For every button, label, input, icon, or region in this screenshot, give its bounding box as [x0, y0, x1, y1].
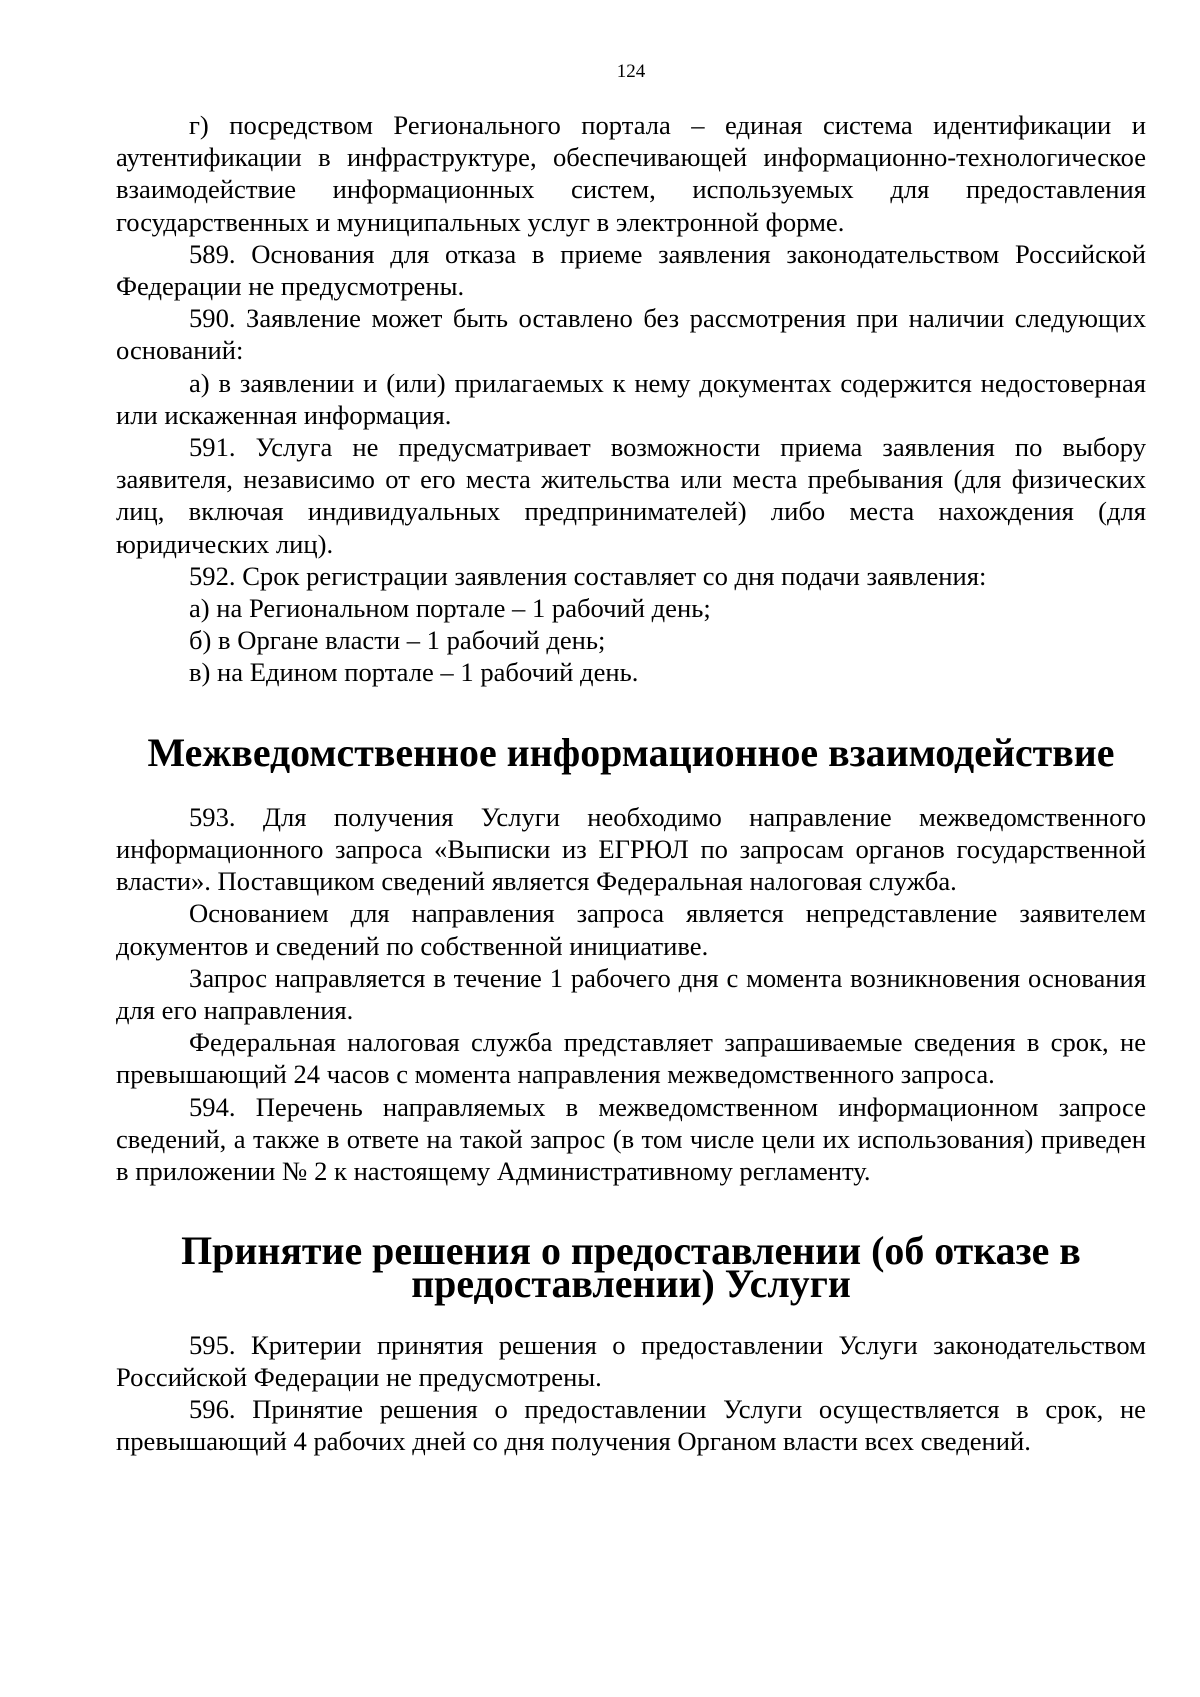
section-heading-decision: Принятие решения о предоставлении (об отказе в предоставлении) Услуги [181, 1228, 1081, 1306]
paragraph-592: 592. Срок регистрации заявления составляет со дня подачи заявления: [189, 560, 987, 591]
paragraph-592-c: в) на Едином портале – 1 рабочий день. [189, 657, 639, 688]
paragraph-593-fns: Федеральная налоговая служба представляет запрашиваемые сведения в срок, не превышающий 24 часов с момента направления межведомственного запроса. [116, 1027, 1146, 1090]
paragraph-593-basis: Основанием для направления запроса является непредставление заявителем документов и сведений по собственной инициативе. [116, 898, 1146, 961]
paragraph-589: 589. Основания для отказа в приеме заявления законодательством Российской Федерации не предусмотрены. [116, 238, 1146, 302]
document-page [116, 60, 1146, 1458]
page-number: 124 [616, 61, 646, 82]
paragraph-596: 596. Принятие решения о предоставлении Услуги осуществляется в срок, не превышающий 4 рабочих дней со дня получения Органом власти всех сведений. [116, 1394, 1146, 1457]
paragraph-590: 590. Заявление может быть оставлено без рассмотрения при наличии следующих оснований: [116, 303, 1146, 366]
section-heading-interagency: Межведомственное информационное взаимодействие [147, 729, 1115, 775]
paragraph-592-b: б) в Органе власти – 1 рабочий день; [189, 625, 606, 656]
paragraph-593: 593. Для получения Услуги необходимо направление межведомственного информационного запроса «Выписки из ЕГРЮЛ по запросам органов государственной власти». Поставщиком сведений является Федеральная налоговая служба. [116, 801, 1146, 897]
paragraph-595: 595. Критерии принятия решения о предоставлении Услуги законодательством Российской Федерации не предусмотрены. [116, 1329, 1146, 1392]
paragraph-592-a: а) на Региональном портале – 1 рабочий день; [189, 593, 711, 624]
paragraph-590-a: а) в заявлении и (или) прилагаемых к нему документах содержится недостоверная или искаженная информация. [116, 367, 1146, 430]
paragraph-591: 591. Услуга не предусматривает возможности приема заявления по выбору заявителя, независимо от его места жительства или места пребывания (для физических лиц, включая индивидуальных предпринимателей) либо места нахождения (для юридических лиц). [116, 432, 1146, 559]
paragraph-regional-portal: г) посредством Регионального портала – единая система идентификации и аутентификации в инфраструктуре, обеспечивающей информационно-технологическое взаимодействие информационных систем, используемых для предоставления государственных и муниципальных услуг в электронной форме. [116, 110, 1146, 237]
paragraph-593-timing: Запрос направляется в течение 1 рабочего дня с момента возникновения основания для его направления. [116, 962, 1146, 1026]
paragraph-594: 594. Перечень направляемых в межведомственном информационном запросе сведений, а также в ответе на такой запрос (в том числе цели их использования) приведен в приложении № 2 к настоящему Административному регламенту. [116, 1091, 1146, 1187]
